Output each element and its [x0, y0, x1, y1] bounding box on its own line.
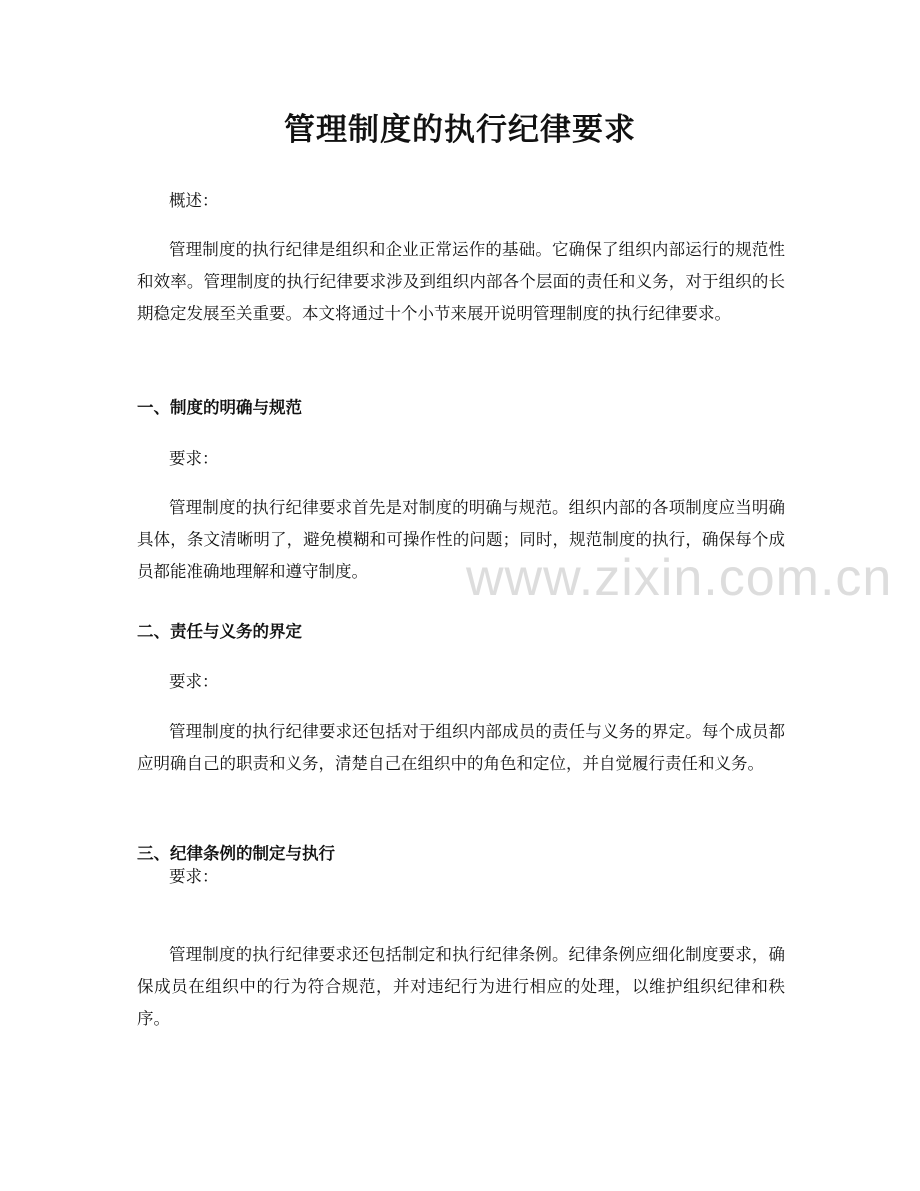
section-1-paragraph: 管理制度的执行纪律要求首先是对制度的明确与规范。组织内部的各项制度应当明确具体，条文清晰明了，避免模糊和可操作性的问题；同时，规范制度的执行，确保每个成员都能准确地理解和遵守制度。	[137, 498, 785, 581]
section-3-heading: 三、纪律条例的制定与执行	[137, 844, 335, 863]
document-title: 管理制度的执行纪律要求	[284, 112, 636, 148]
section-3-paragraph: 管理制度的执行纪律要求还包括制定和执行纪律条例。纪律条例应细化制度要求，确保成员在组织中的行为符合规范，并对违纪行为进行相应的处理，以维护组织纪律和秩序。	[137, 945, 785, 1028]
overview-paragraph: 管理制度的执行纪律是组织和企业正常运作的基础。它确保了组织内部运行的规范性和效率。管理制度的执行纪律要求涉及到组织内部各个层面的责任和义务，对于组织的长期稳定发展至关重要。本文将通过十个小节来展开说明管理制度的执行纪律要求。	[137, 240, 785, 323]
section-3-label: 要求：	[169, 867, 219, 886]
section-1-label: 要求：	[169, 449, 219, 468]
section-2-paragraph: 管理制度的执行纪律要求还包括对于组织内部成员的责任与义务的界定。每个成员都应明确自己的职责和义务，清楚自己在组织中的角色和定位，并自觉履行责任和义务。	[137, 722, 785, 773]
watermark: www.zixin.com.cn	[466, 549, 893, 607]
section-1-heading: 一、制度的明确与规范	[137, 398, 302, 417]
section-2-heading: 二、责任与义务的界定	[137, 622, 302, 641]
overview-label: 概述：	[169, 191, 219, 210]
section-2-label: 要求：	[169, 672, 219, 691]
